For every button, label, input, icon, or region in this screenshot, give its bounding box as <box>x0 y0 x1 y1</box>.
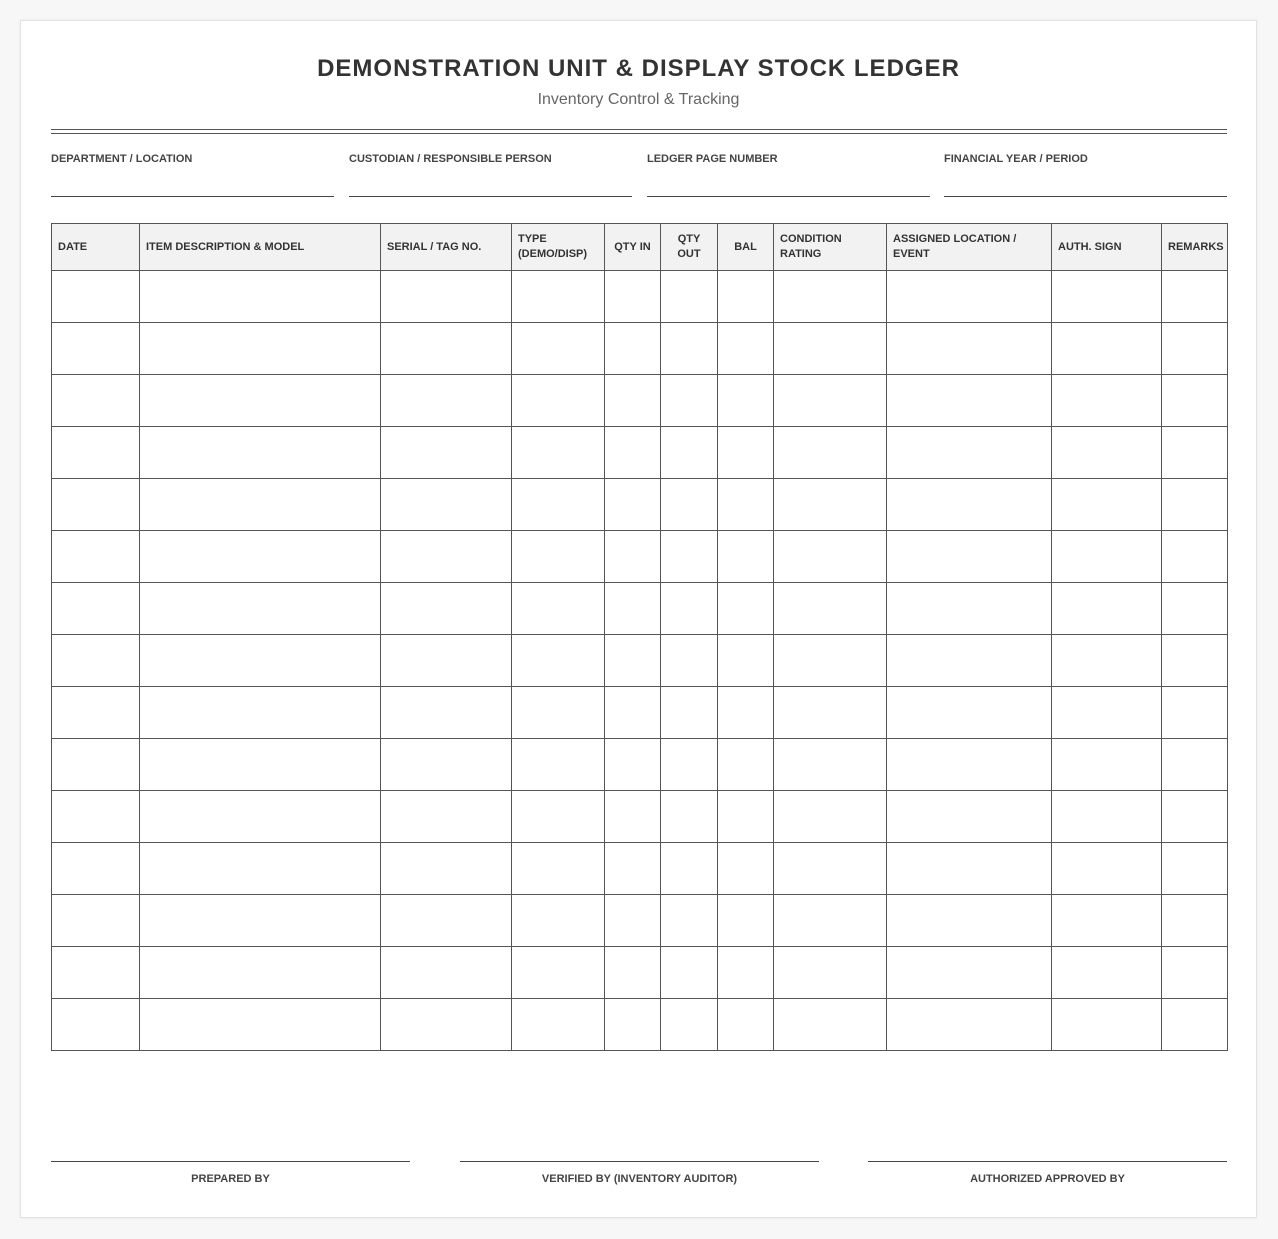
cell-qty-in[interactable] <box>605 427 661 479</box>
cell-serial[interactable] <box>381 531 512 583</box>
cell-type[interactable] <box>512 427 605 479</box>
cell-auth-sign[interactable] <box>1052 895 1162 947</box>
table-row <box>52 531 1228 583</box>
meta-field-ledger-page[interactable] <box>647 153 930 165</box>
cell-date[interactable] <box>52 739 140 791</box>
cell-date[interactable] <box>52 479 140 531</box>
cell-date[interactable] <box>52 895 140 947</box>
cell-item-description[interactable] <box>140 895 381 947</box>
cell-remarks[interactable] <box>1162 739 1228 791</box>
cell-serial[interactable] <box>381 375 512 427</box>
cell-remarks[interactable] <box>1162 791 1228 843</box>
meta-label-department: DEPARTMENT / LOCATION <box>51 153 193 165</box>
cell-assigned-location[interactable] <box>887 271 1052 323</box>
cell-qty-in[interactable] <box>605 843 661 895</box>
cell-type[interactable] <box>512 999 605 1051</box>
cell-qty-in[interactable] <box>605 739 661 791</box>
cell-type[interactable] <box>512 271 605 323</box>
cell-qty-in[interactable] <box>605 375 661 427</box>
cell-item-description[interactable] <box>140 635 381 687</box>
cell-auth-sign[interactable] <box>1052 375 1162 427</box>
cell-item-description[interactable] <box>140 479 381 531</box>
cell-bal[interactable] <box>718 583 774 635</box>
col-header-remarks-text: REMARKS <box>1168 240 1224 253</box>
cell-auth-sign[interactable] <box>1052 791 1162 843</box>
cell-serial[interactable] <box>381 791 512 843</box>
cell-item-description[interactable] <box>140 739 381 791</box>
cell-condition[interactable] <box>774 427 887 479</box>
col-header-item-description <box>140 224 381 271</box>
cell-item-description[interactable] <box>140 947 381 999</box>
cell-serial[interactable] <box>381 843 512 895</box>
col-header-serial-text: SERIAL / TAG NO. <box>387 240 482 253</box>
col-header-qty-out-line1: QTY <box>677 233 701 245</box>
cell-bal[interactable] <box>718 895 774 947</box>
cell-condition[interactable] <box>774 739 887 791</box>
cell-serial[interactable] <box>381 895 512 947</box>
cell-assigned-location[interactable] <box>887 843 1052 895</box>
cell-bal[interactable] <box>718 999 774 1051</box>
cell-auth-sign[interactable] <box>1052 635 1162 687</box>
col-header-qty-in <box>605 224 661 271</box>
cell-assigned-location[interactable] <box>887 687 1052 739</box>
table-row <box>52 635 1228 687</box>
table-row <box>52 323 1228 375</box>
col-header-type <box>512 224 605 271</box>
cell-type[interactable] <box>512 791 605 843</box>
table-row <box>52 947 1228 999</box>
cell-qty-in[interactable] <box>605 635 661 687</box>
cell-qty-out[interactable] <box>661 895 718 947</box>
col-header-condition <box>774 224 887 271</box>
cell-assigned-location[interactable] <box>887 323 1052 375</box>
cell-item-description[interactable] <box>140 531 381 583</box>
table-row <box>52 687 1228 739</box>
table-row <box>52 739 1228 791</box>
ledger-table <box>51 223 1228 1051</box>
cell-auth-sign[interactable] <box>1052 323 1162 375</box>
signature-verified <box>460 1161 819 1185</box>
cell-type[interactable] <box>512 375 605 427</box>
table-row <box>52 895 1228 947</box>
cell-date[interactable] <box>52 323 140 375</box>
cell-bal[interactable] <box>718 271 774 323</box>
col-header-date <box>52 224 140 271</box>
cell-date[interactable] <box>52 947 140 999</box>
cell-remarks[interactable] <box>1162 271 1228 323</box>
cell-auth-sign[interactable] <box>1052 739 1162 791</box>
page-title: DEMONSTRATION UNIT & DISPLAY STOCK LEDGER <box>317 55 960 82</box>
cell-qty-in[interactable] <box>605 687 661 739</box>
cell-date[interactable] <box>52 843 140 895</box>
cell-date[interactable] <box>52 583 140 635</box>
cell-condition[interactable] <box>774 531 887 583</box>
cell-condition[interactable] <box>774 271 887 323</box>
signature-label-prepared: PREPARED BY <box>191 1173 270 1185</box>
meta-input-line-department[interactable] <box>51 196 334 197</box>
cell-date[interactable] <box>52 271 140 323</box>
cell-qty-in[interactable] <box>605 791 661 843</box>
meta-label-ledger-page: LEDGER PAGE NUMBER <box>647 153 778 165</box>
col-header-condition-line1: CONDITION <box>780 233 842 245</box>
cell-condition[interactable] <box>774 479 887 531</box>
cell-qty-out[interactable] <box>661 947 718 999</box>
cell-remarks[interactable] <box>1162 375 1228 427</box>
cell-serial[interactable] <box>381 323 512 375</box>
cell-qty-out[interactable] <box>661 271 718 323</box>
cell-type[interactable] <box>512 583 605 635</box>
cell-bal[interactable] <box>718 947 774 999</box>
cell-item-description[interactable] <box>140 687 381 739</box>
cell-bal[interactable] <box>718 687 774 739</box>
cell-serial[interactable] <box>381 739 512 791</box>
meta-label-custodian: CUSTODIAN / RESPONSIBLE PERSON <box>349 153 552 165</box>
col-header-bal <box>718 224 774 271</box>
col-header-auth-sign <box>1052 224 1162 271</box>
cell-condition[interactable] <box>774 583 887 635</box>
ledger-sheet <box>20 20 1257 1218</box>
meta-label-financial-year: FINANCIAL YEAR / PERIOD <box>944 153 1088 165</box>
cell-bal[interactable] <box>718 531 774 583</box>
cell-item-description[interactable] <box>140 323 381 375</box>
cell-item-description[interactable] <box>140 583 381 635</box>
cell-bal[interactable] <box>718 791 774 843</box>
signature-approved <box>868 1161 1227 1185</box>
cell-qty-out[interactable] <box>661 531 718 583</box>
cell-qty-out[interactable] <box>661 739 718 791</box>
cell-condition[interactable] <box>774 635 887 687</box>
table-row <box>52 843 1228 895</box>
col-header-item-description-text: ITEM DESCRIPTION & MODEL <box>146 240 305 253</box>
cell-assigned-location[interactable] <box>887 375 1052 427</box>
meta-field-custodian[interactable] <box>349 153 632 165</box>
cell-qty-out[interactable] <box>661 687 718 739</box>
cell-auth-sign[interactable] <box>1052 479 1162 531</box>
col-header-type-line2: (DEMO/DISP) <box>518 248 588 260</box>
cell-condition[interactable] <box>774 895 887 947</box>
cell-serial[interactable] <box>381 999 512 1051</box>
col-header-date-text: DATE <box>58 240 88 253</box>
cell-qty-out[interactable] <box>661 843 718 895</box>
cell-qty-out[interactable] <box>661 791 718 843</box>
cell-serial[interactable] <box>381 479 512 531</box>
cell-qty-in[interactable] <box>605 947 661 999</box>
col-header-condition-line2: RATING <box>780 248 822 260</box>
col-header-bal-text: BAL <box>734 240 757 253</box>
cell-bal[interactable] <box>718 843 774 895</box>
col-header-serial <box>381 224 512 271</box>
cell-auth-sign[interactable] <box>1052 531 1162 583</box>
cell-bal[interactable] <box>718 479 774 531</box>
table-row <box>52 791 1228 843</box>
cell-bal[interactable] <box>718 739 774 791</box>
cell-auth-sign[interactable] <box>1052 427 1162 479</box>
cell-type[interactable] <box>512 635 605 687</box>
cell-condition[interactable] <box>774 375 887 427</box>
col-header-qty-out <box>661 224 718 271</box>
cell-remarks[interactable] <box>1162 323 1228 375</box>
cell-remarks[interactable] <box>1162 687 1228 739</box>
cell-bal[interactable] <box>718 323 774 375</box>
meta-input-line-financial-year[interactable] <box>944 196 1227 197</box>
signature-line-approved[interactable] <box>868 1161 1227 1162</box>
table-row <box>52 375 1228 427</box>
cell-qty-in[interactable] <box>605 271 661 323</box>
cell-qty-out[interactable] <box>661 375 718 427</box>
cell-bal[interactable] <box>718 635 774 687</box>
cell-remarks[interactable] <box>1162 635 1228 687</box>
cell-assigned-location[interactable] <box>887 531 1052 583</box>
cell-qty-out[interactable] <box>661 427 718 479</box>
cell-date[interactable] <box>52 531 140 583</box>
meta-input-line-custodian[interactable] <box>349 196 632 197</box>
cell-qty-out[interactable] <box>661 479 718 531</box>
cell-assigned-location[interactable] <box>887 895 1052 947</box>
cell-item-description[interactable] <box>140 427 381 479</box>
cell-date[interactable] <box>52 427 140 479</box>
cell-date[interactable] <box>52 999 140 1051</box>
cell-remarks[interactable] <box>1162 479 1228 531</box>
cell-item-description[interactable] <box>140 999 381 1051</box>
cell-auth-sign[interactable] <box>1052 999 1162 1051</box>
col-header-remarks <box>1162 224 1228 271</box>
col-header-qty-in-text: QTY IN <box>614 240 651 253</box>
cell-date[interactable] <box>52 791 140 843</box>
cell-bal[interactable] <box>718 375 774 427</box>
cell-qty-in[interactable] <box>605 583 661 635</box>
signature-label-verified: VERIFIED BY (INVENTORY AUDITOR) <box>541 1173 738 1185</box>
cell-item-description[interactable] <box>140 375 381 427</box>
cell-assigned-location[interactable] <box>887 635 1052 687</box>
table-row <box>52 427 1228 479</box>
cell-remarks[interactable] <box>1162 843 1228 895</box>
cell-remarks[interactable] <box>1162 895 1228 947</box>
cell-type[interactable] <box>512 843 605 895</box>
cell-assigned-location[interactable] <box>887 791 1052 843</box>
signature-line-verified[interactable] <box>460 1161 819 1162</box>
col-header-qty-out-line2: OUT <box>677 248 701 260</box>
meta-field-department[interactable] <box>51 153 334 165</box>
cell-type[interactable] <box>512 479 605 531</box>
page-subtitle: Inventory Control & Tracking <box>537 91 740 108</box>
meta-field-financial-year[interactable] <box>944 153 1227 165</box>
cell-type[interactable] <box>512 739 605 791</box>
cell-remarks[interactable] <box>1162 427 1228 479</box>
cell-qty-out[interactable] <box>661 583 718 635</box>
cell-item-description[interactable] <box>140 843 381 895</box>
cell-qty-in[interactable] <box>605 999 661 1051</box>
table-header-row <box>52 224 1228 271</box>
ledger-body <box>52 271 1228 1051</box>
cell-serial[interactable] <box>381 427 512 479</box>
cell-qty-out[interactable] <box>661 323 718 375</box>
col-header-type-line1: TYPE <box>518 233 547 245</box>
cell-assigned-location[interactable] <box>887 427 1052 479</box>
table-row <box>52 583 1228 635</box>
cell-condition[interactable] <box>774 999 887 1051</box>
cell-qty-in[interactable] <box>605 895 661 947</box>
cell-auth-sign[interactable] <box>1052 271 1162 323</box>
cell-type[interactable] <box>512 687 605 739</box>
cell-remarks[interactable] <box>1162 999 1228 1051</box>
col-header-auth-sign-text: AUTH. SIGN <box>1058 240 1122 253</box>
cell-condition[interactable] <box>774 947 887 999</box>
cell-serial[interactable] <box>381 271 512 323</box>
col-header-assigned-location-line2: EVENT <box>893 248 930 260</box>
signature-label-approved: AUTHORIZED APPROVED BY <box>970 1173 1125 1185</box>
cell-qty-in[interactable] <box>605 323 661 375</box>
cell-serial[interactable] <box>381 687 512 739</box>
cell-qty-out[interactable] <box>661 635 718 687</box>
cell-assigned-location[interactable] <box>887 999 1052 1051</box>
cell-type[interactable] <box>512 947 605 999</box>
cell-remarks[interactable] <box>1162 947 1228 999</box>
cell-type[interactable] <box>512 895 605 947</box>
cell-assigned-location[interactable] <box>887 947 1052 999</box>
col-header-assigned-location <box>887 224 1052 271</box>
table-row <box>52 479 1228 531</box>
cell-date[interactable] <box>52 375 140 427</box>
cell-type[interactable] <box>512 323 605 375</box>
cell-item-description[interactable] <box>140 791 381 843</box>
cell-remarks[interactable] <box>1162 531 1228 583</box>
signature-prepared <box>51 1161 410 1185</box>
table-row <box>52 999 1228 1051</box>
cell-type[interactable] <box>512 531 605 583</box>
cell-item-description[interactable] <box>140 271 381 323</box>
cell-qty-out[interactable] <box>661 999 718 1051</box>
cell-condition[interactable] <box>774 843 887 895</box>
cell-qty-in[interactable] <box>605 479 661 531</box>
cell-remarks[interactable] <box>1162 583 1228 635</box>
cell-condition[interactable] <box>774 323 887 375</box>
cell-serial[interactable] <box>381 583 512 635</box>
cell-assigned-location[interactable] <box>887 739 1052 791</box>
table-row <box>52 271 1228 323</box>
cell-condition[interactable] <box>774 791 887 843</box>
cell-auth-sign[interactable] <box>1052 687 1162 739</box>
cell-bal[interactable] <box>718 427 774 479</box>
cell-serial[interactable] <box>381 947 512 999</box>
cell-condition[interactable] <box>774 687 887 739</box>
cell-auth-sign[interactable] <box>1052 947 1162 999</box>
cell-qty-in[interactable] <box>605 531 661 583</box>
col-header-assigned-location-line1: ASSIGNED LOCATION / <box>893 233 1017 245</box>
cell-date[interactable] <box>52 687 140 739</box>
cell-auth-sign[interactable] <box>1052 843 1162 895</box>
signature-line-prepared[interactable] <box>51 1161 410 1162</box>
cell-auth-sign[interactable] <box>1052 583 1162 635</box>
cell-date[interactable] <box>52 635 140 687</box>
cell-assigned-location[interactable] <box>887 583 1052 635</box>
cell-serial[interactable] <box>381 635 512 687</box>
cell-assigned-location[interactable] <box>887 479 1052 531</box>
header-divider <box>51 129 1227 134</box>
meta-input-line-ledger-page[interactable] <box>647 196 930 197</box>
